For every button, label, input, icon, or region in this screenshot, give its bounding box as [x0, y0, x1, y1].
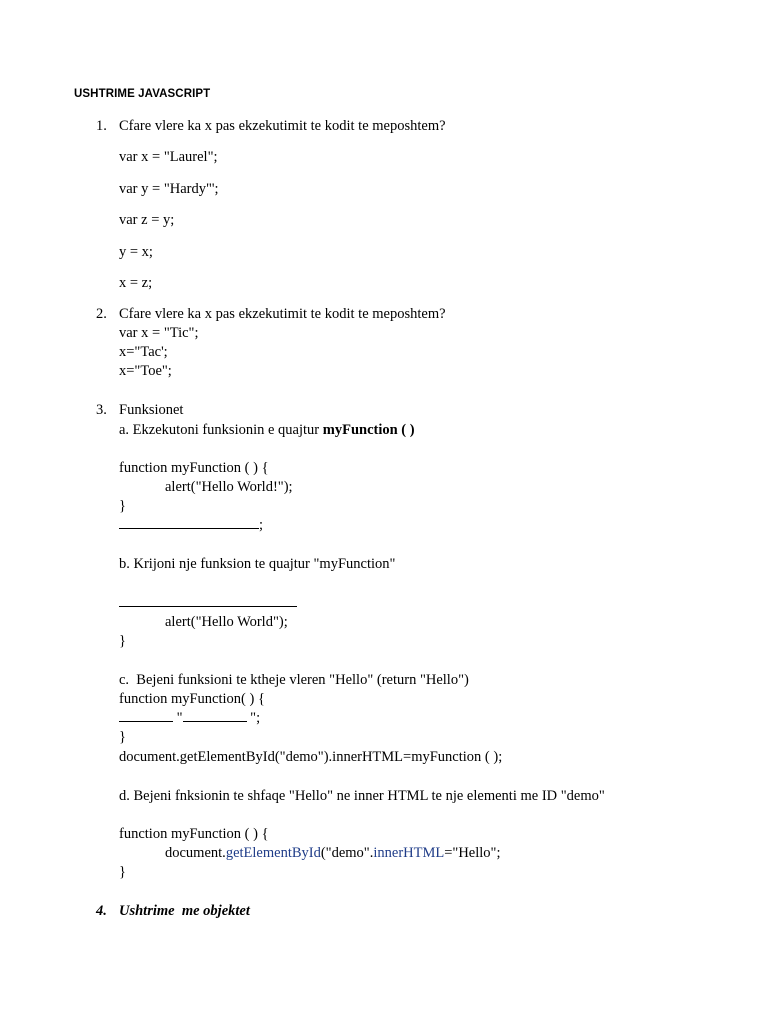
q3d-instruction: d. Bejeni fnksionin te shfaqe "Hello" ne inner HTML te nje elementi me ID "demo"	[119, 788, 605, 804]
q4-number: 4.	[96, 903, 107, 919]
q3a-instruction	[119, 421, 415, 439]
document-title: USHTRIME JAVASCRIPT	[74, 88, 211, 100]
q3a-text: a. Ekzekutoni funksionin e quajtur	[119, 422, 323, 438]
q3d-code-line: }	[119, 864, 126, 880]
q3c-code-line: document.getElementById("demo").innerHTML=myFunction ( );	[119, 749, 503, 765]
q3d-code-line: function myFunction ( ) {	[119, 826, 269, 842]
q1-code-line: var z = y;	[119, 212, 175, 228]
q3-title: Funksionet	[119, 402, 184, 418]
q3d-code-property: innerHTML	[373, 845, 445, 861]
q3c-code-line: function myFunction( ) {	[119, 691, 265, 707]
q3a-code-line: }	[119, 498, 126, 514]
q3c-answer-line	[119, 709, 260, 727]
q3c-instruction: c. Bejeni funksioni te ktheje vleren "Hello" (return "Hello")	[119, 672, 469, 688]
answer-blank	[119, 594, 297, 607]
q3d-code-method: getElementById	[225, 845, 321, 861]
q3d-code-part: ="Hello";	[444, 845, 501, 861]
answer-blank	[119, 516, 259, 529]
q3d-code-line	[165, 844, 501, 862]
q1-code-line: y = x;	[119, 244, 153, 260]
q3c-quote-open: "	[173, 710, 183, 726]
q3a-answer-line	[119, 516, 263, 534]
q3b-answer-line	[119, 594, 297, 612]
answer-blank	[119, 709, 173, 722]
q3a-function-name: myFunction ( )	[322, 422, 415, 438]
q2-question: Cfare vlere ka x pas ekzekutimit te kodit te meposhtem?	[119, 306, 446, 322]
q1-code-line: x = z;	[119, 275, 153, 291]
q2-code-line: x="Tac';	[119, 344, 168, 360]
q3b-instruction: b. Krijoni nje funksion te quajtur "myFunction"	[119, 556, 396, 572]
q3d-code-part: document.	[165, 845, 226, 861]
q3a-answer-suffix: ;	[259, 517, 264, 533]
q3a-code-line: function myFunction ( ) {	[119, 460, 269, 476]
q3d-code-part: ("demo".	[320, 845, 374, 861]
answer-blank	[183, 709, 247, 722]
q3b-code-line: alert("Hello World");	[165, 614, 288, 630]
q2-code-line: var x = "Tic";	[119, 325, 199, 341]
q2-code-line: x="Toe";	[119, 363, 172, 379]
q1-question: Cfare vlere ka x pas ekzekutimit te kodit te meposhtem?	[119, 118, 446, 134]
q3c-code-line: }	[119, 729, 126, 745]
q3b-code-line: }	[119, 633, 126, 649]
q1-code-line: var x = "Laurel";	[119, 149, 218, 165]
q3-number: 3.	[96, 402, 107, 418]
q3a-code-line: alert("Hello World!");	[165, 479, 293, 495]
q1-code-line: var y = "Hardy"';	[119, 181, 219, 197]
q2-number: 2.	[96, 306, 107, 322]
q4-title: Ushtrime me objektet	[119, 903, 250, 919]
q1-number: 1.	[96, 118, 107, 134]
q3c-quote-close: ";	[246, 710, 261, 726]
